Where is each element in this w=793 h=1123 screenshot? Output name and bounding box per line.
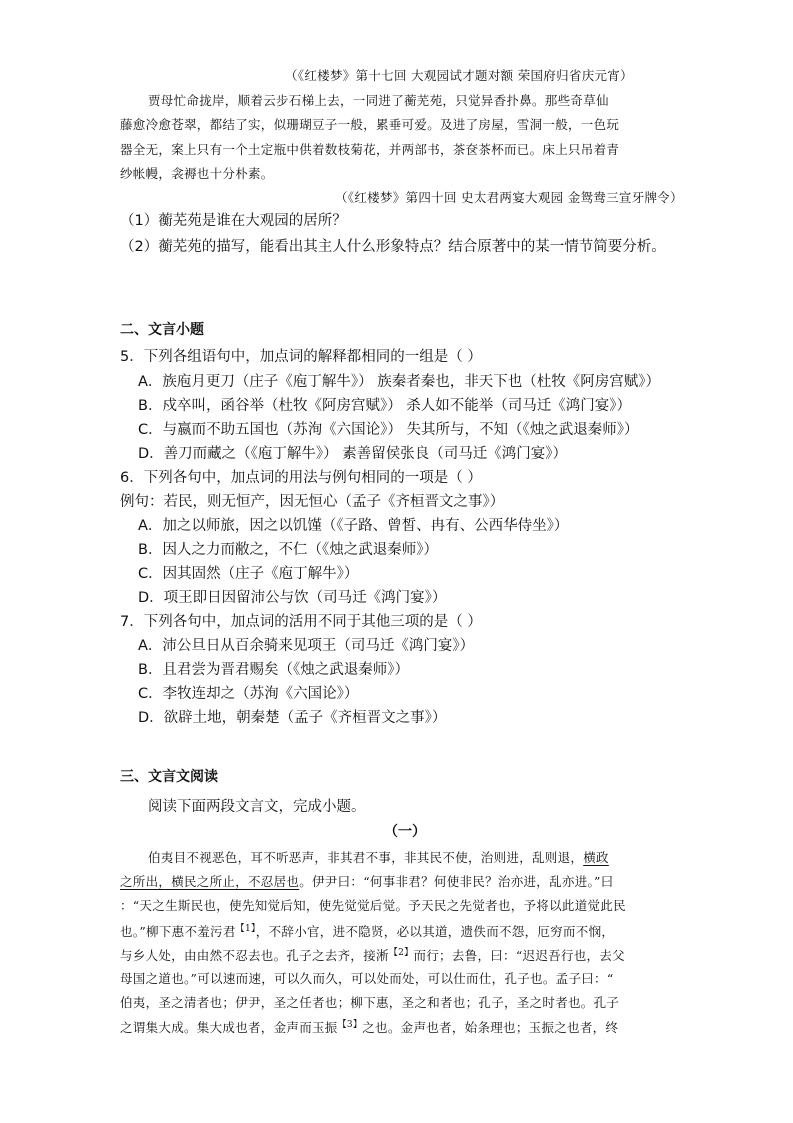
passage-number: （一） (384, 824, 426, 840)
passage-line: 伯夷，圣之清者也；伊尹，圣之任者也；柳下惠，圣之和者也；孔子，圣之时者也。孔子 (120, 995, 620, 1010)
excerpt-line: 纱帐幔，衾褥也十分朴素。 (120, 166, 274, 181)
question-2: （2）蘅芜苑的描写，能看出其主人什么形象特点？结合原著中的某一情节简要分析。 (120, 239, 666, 255)
option-6c: C．因其固然（庄子《庖丁解牛》） (138, 566, 359, 582)
option-7d: D．欲辟土地，朝秦楚（孟子《齐桓晋文之事》） (138, 710, 447, 726)
passage-line: ：“天之生斯民也，使先知觉后知，使先觉觉后觉。予天民之先觉者也，予将以此道觉此民 (120, 898, 626, 913)
passage-line: 伯夷目不视恶色，耳不听恶声，非其君不事，非其民不使，治则进，乱则退，横政 (148, 850, 609, 865)
question-7: 7．下列各句中，加点词的活用不同于其他三项的是（ ） (120, 614, 482, 630)
excerpt-line: 贾母忙命拢岸，顺着云步石梯上去，一同进了蘅芜苑，只觉异香扑鼻。那些奇草仙 (148, 93, 609, 108)
passage-line: 之所出，横民之所止，不忍居也。伊尹曰：“何事非君？何使非民？治亦进，乱亦进。”曰 (120, 874, 614, 889)
passage-line: 母国之道也。”可以速而速，可以久而久，可以处而处，可以仕而仕，孔子也。孟子曰：“ (120, 971, 614, 986)
question-6-example: 例句：若民，则无恒产，因无恒心（孟子《齐桓晋文之事》） (120, 494, 505, 510)
option-6d: D．项王即日因留沛公与饮（司马迁《鸿门宴》） (138, 590, 447, 606)
question-6: 6．下列各句中，加点词的用法与例句相同的一项是（ ） (120, 470, 482, 486)
option-5b: B．戍卒叫，函谷举（杜牧《阿房宫赋》） 杀人如不能举（司马迁《鸿门宴》） (138, 398, 632, 414)
section-heading-2: 二、文言小题 (120, 322, 204, 338)
source-citation-40: （《红楼梦》第四十回 史太君两宴大观园 金鸳鸯三宣牙牌令） (335, 190, 683, 205)
option-7a: A．沛公旦日从百余骑来见项王（司马迁《鸿门宴》） (138, 638, 475, 654)
option-6b: B．因人之力而敝之，不仁（《烛之武退秦师》） (138, 542, 438, 558)
passage-line: 也。”柳下惠不羞污君$^{【1】}$，不辞小官，进不隐贤，必以其道，遗佚而不怨，厄穷而不悯， (120, 924, 615, 940)
option-5c: C．与嬴而不助五国也（苏洵《六国论》） 失其所与，不知（《烛之武退秦师》） (138, 422, 639, 438)
option-5d: D．善刀而藏之（《庖丁解牛》） 素善留侯张良（司马迁《鸿门宴》） (138, 446, 568, 462)
reading-instruction: 阅读下面两段文言文，完成小题。 (148, 799, 366, 815)
passage-line: 之谓集大成。集大成也者，金声而玉振$^{【3】}$之也。金声也者，始条理也；玉振之也者，终 (120, 1020, 619, 1036)
question-1: （1）蘅芜苑是谁在大观园的居所？ (120, 213, 347, 229)
source-citation-17: （《红楼梦》第十七回 大观园试才题对额 荣国府归省庆元宵） (285, 68, 633, 83)
excerpt-line: 藤愈冷愈苍翠，都结了实，似珊瑚豆子一般，累垂可爱。及进了房屋，雪洞一般，一色玩 (120, 117, 620, 132)
passage-line: 与乡人处，由由然不忍去也。孔子之去齐，接淅$^{【2】}$而行；去鲁，曰：“迟迟吾行也，去父 (120, 948, 625, 964)
option-6a: A．加之以师旅，因之以饥馑（《子路、曾皙、冉有、公西华侍坐》） (138, 518, 569, 534)
section-heading-3: 三、文言文阅读 (120, 769, 218, 785)
option-5a: A．族庖月更刀（庄子《庖丁解牛》） 族秦者秦也，非天下也（杜牧《阿房宫赋》） (138, 374, 661, 390)
question-5: 5．下列各组语句中，加点词的解释都相同的一组是（ ） (120, 349, 482, 365)
excerpt-line: 器全无，案上只有一个土定瓶中供着数枝菊花，并两部书，茶奁茶杯而已。床上只吊着青 (120, 142, 620, 157)
option-7c: C．李牧连却之（苏洵《六国论》） (138, 686, 359, 702)
option-7b: B．且君尝为晋君赐矣（《烛之武退秦师》） (138, 662, 409, 678)
